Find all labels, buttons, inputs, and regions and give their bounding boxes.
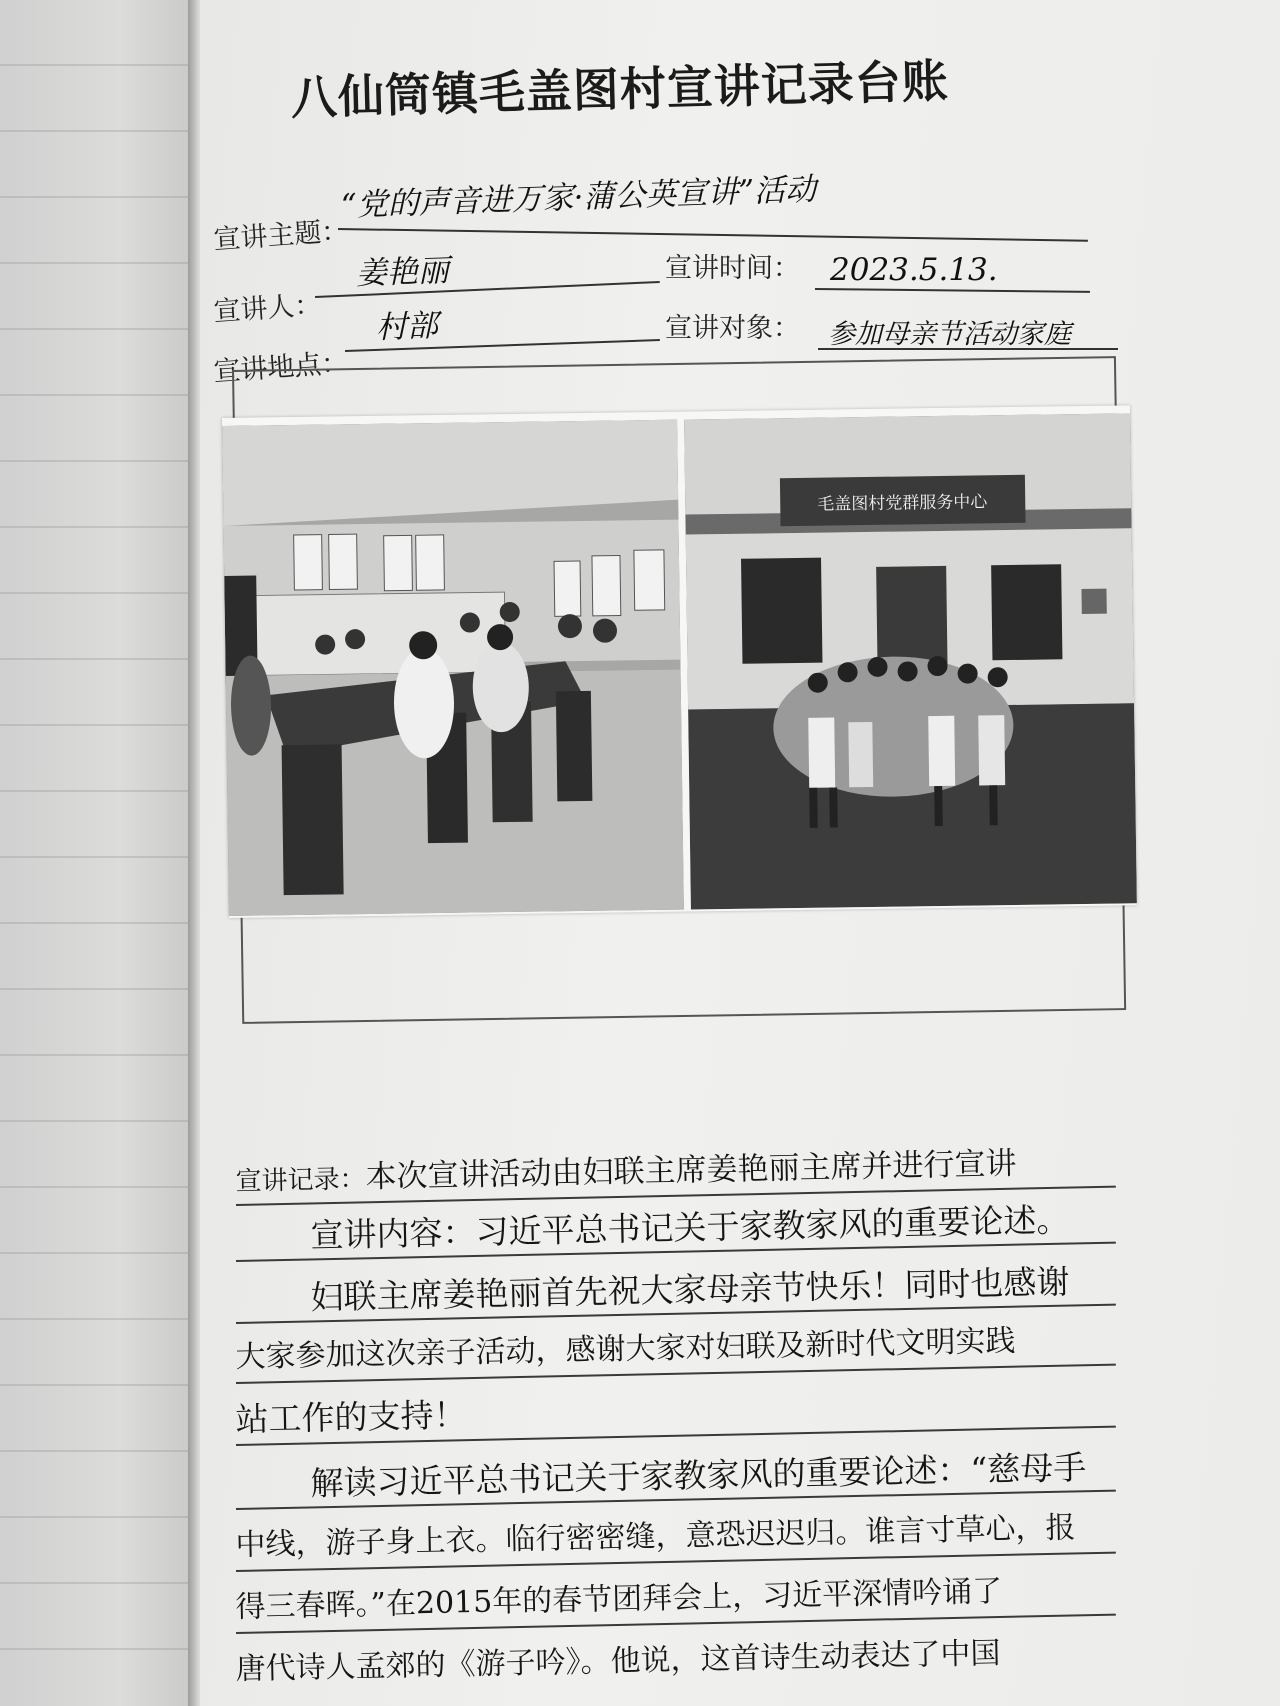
- time-field: [665, 246, 800, 285]
- audience-field: [665, 306, 800, 345]
- record-line-6: 解读习近平总书记关于家教家风的重要论述：“慈母手: [310, 1447, 1087, 1504]
- record-line-5: 站工作的支持！: [235, 1395, 467, 1440]
- speaker-value-wrap: [355, 245, 450, 293]
- audience-label: 宣讲对象：: [665, 313, 800, 344]
- speaker-field: [212, 282, 322, 328]
- record-label: 宣讲记录：: [235, 1164, 366, 1198]
- speaker-label: 宣讲人：: [212, 289, 323, 328]
- time-value: 2023.5.13.: [830, 252, 998, 288]
- audience-value: 参加母亲节活动家庭: [828, 319, 1071, 350]
- record-line-3: 妇联主席姜艳丽首先祝大家母亲节快乐！同时也感谢: [310, 1262, 1070, 1318]
- theme-label: 宣讲主题：: [212, 215, 350, 256]
- photo-print: [222, 405, 1137, 918]
- place-value: 村部: [375, 307, 439, 346]
- time-value-wrap: [830, 252, 998, 288]
- audience-underline: [818, 348, 1118, 350]
- record-line-4: 大家参加这次亲子活动，感谢大家对妇联及新时代文明实践: [235, 1323, 1016, 1376]
- place-value-wrap: [375, 300, 439, 347]
- record-line-8: 得三春晖。”在2015年的春节团拜会上，习近平深情吟诵了: [235, 1573, 1003, 1626]
- previous-page-lines: [0, 0, 200, 1706]
- speaker-value: 姜艳丽: [355, 252, 450, 292]
- service-center-sign: 毛盖图村党群服务中心: [817, 492, 988, 515]
- service-center-photo: [684, 413, 1137, 909]
- record-line-7: 中线，游子身上衣。临行密密缝，意恐迟迟归。谁言寸草心，报: [235, 1510, 1076, 1564]
- document-title: 八仙筒镇毛盖图村宣讲记录台账: [290, 53, 950, 125]
- time-label: 宣讲时间：: [665, 253, 800, 284]
- audience-value-wrap: [828, 312, 1071, 351]
- place-label: 宣讲地点：: [212, 347, 350, 388]
- record-line-9: 唐代诗人孟郊的《游子吟》。他说，这首诗生动表达了中国: [235, 1635, 1001, 1688]
- meeting-room-photo: [222, 420, 684, 916]
- record-line-2: 宣讲内容：习近平总书记关于家教家风的重要论述。: [310, 1200, 1070, 1256]
- record-text-1: 本次宣讲活动由妇联主席姜艳丽主席并进行宣讲: [365, 1145, 1017, 1196]
- theme-value: “党的声音进万家·蒲公英宣讲”活动: [340, 171, 817, 224]
